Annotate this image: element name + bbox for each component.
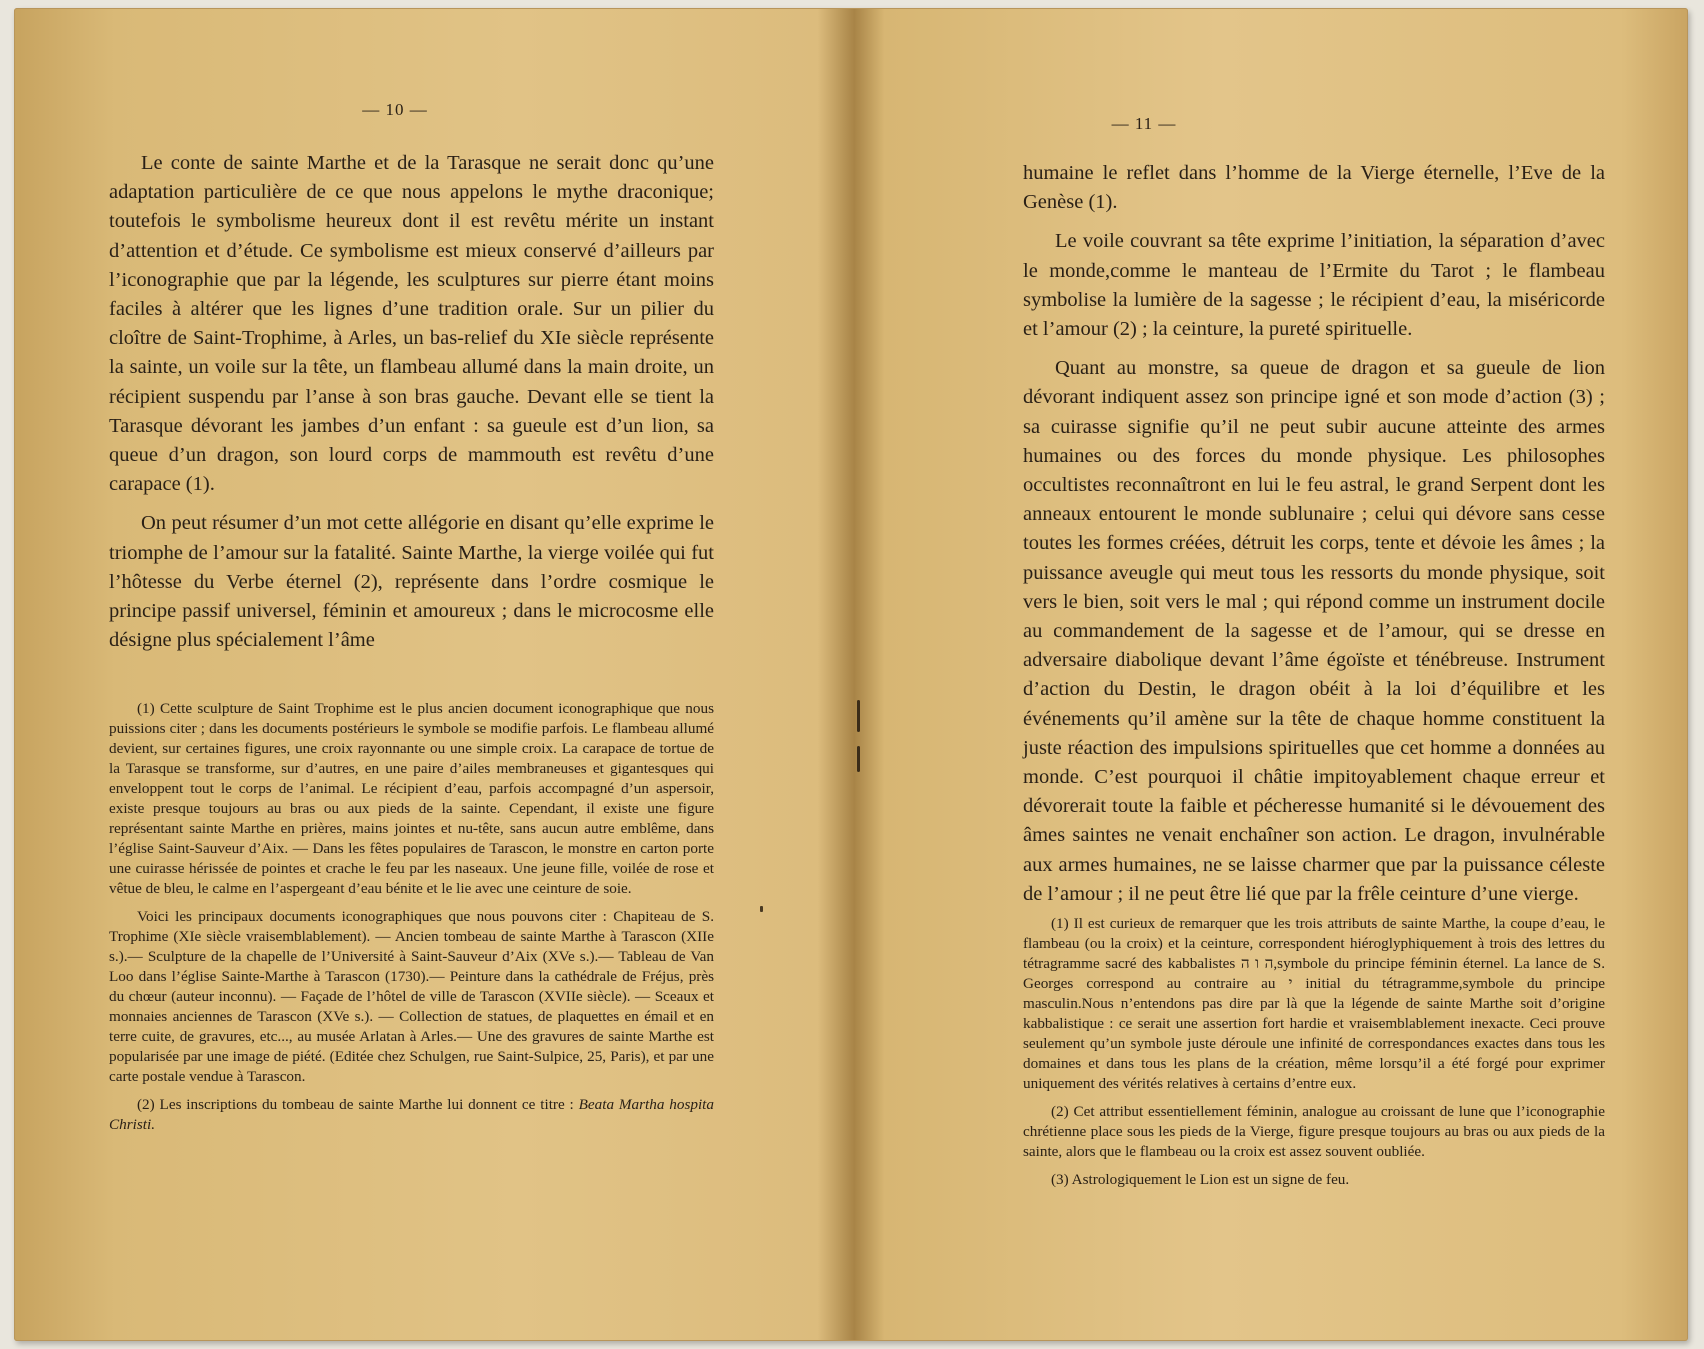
paper-speck (760, 906, 763, 912)
paragraph: Le voile couvrant sa tête exprime l’initiation, la séparation d’avec le monde,comme le manteau de l’Ermite du Tarot ; le flambeau symbolise la lumière de la sagesse ; le récipient d’eau, la miséricorde et l’amour (2) ; la ceinture, la pureté spirituelle. (1023, 230, 1605, 341)
right-page (840, 8, 1688, 1341)
paragraph: Le conte de sainte Marthe et de la Tarasque ne serait donc qu’une adaptation particulière de ce que nous appelons le mythe draconique; toutefois le symbolisme heureux dont il est revêtu mérite un instant d’attention et d’étude. Ce symbolisme est mieux conservé d’ailleurs par l’iconographie que par la légende, les sculptures sur pierre étant moins faciles à altérer que les lignes d’une tradition orale. Sur un pilier du cloître de Saint-Trophime, à Arles, un bas-relief du XIe siècle représente la sainte, un voile sur la tête, un flambeau allumé dans la main droite, un récipient suspendu par l’anse à son bras gauche. Devant elle se tient la Tarasque dévorant les jambes d’un enfant : sa gueule est d’un lion, sa queue d’un dragon, son lourd corps de mammouth est revêtu d’une carapace (1). (109, 152, 714, 496)
footnote: (1) Cette sculpture de Saint Trophime est le plus ancien document iconographique que nous puissions citer ; dans les documents postérieurs le symbole se modifie parfois. Le flambeau allumé devient, sur certaines figures, une croix rayonnante ou une simple croix. La carapace de tortue de la Tarasque se transforme, sur d’autres, en une paire d’ailes membraneuses et gigantesques qui enveloppent tout le corps de l’animal. Le récipient d’eau, parfois accompagné d’un aspersoir, existe presque toujours au bras ou aux pieds de la sainte. Cependant, il existe une figure représentant sainte Marthe en prières, mains jointes et nu-tête, sans aucun autre emblême, dans l’église Saint-Sauveur d’Aix. — Dans les fêtes populaires de Tarascon, le monstre en carton porte une cuirasse hérissée de pointes et crache le feu par les naseaux. Une jeune fille, voilée de rose et vêtue de bleu, le calme en l’aspergeant d’eau bénite et le lie avec une ceinture de soie. (109, 700, 714, 897)
page-number: — 11 — (1111, 114, 1177, 133)
footnote (109, 1095, 714, 1135)
footnotes (1023, 914, 1605, 1198)
footnote: (3) Astrologiquement le Lion est un signe de feu. (1051, 1171, 1350, 1188)
footnote: (2) Cet attribut essentiellement féminin, analogue au croissant de lune que l’iconographie chrétienne place sous les pieds de la Vierge, figure presque toujours au bras ou aux pieds de la sainte, alors que le flambeau ou la croix est assez souvent oubliée. (1023, 1103, 1605, 1160)
page-number: — 10 — (362, 100, 428, 119)
footnote-latin-title: Beata Martha hospita Christi. (109, 1096, 714, 1133)
main-text (1023, 159, 1605, 919)
book-spread (14, 8, 1688, 1341)
footnote: Voici les principaux documents iconographiques que nous pouvons citer : Chapiteau de S. Trophime (XIe siècle vraisemblablement). — Ancien tombeau de sainte Marthe à Tarascon (XIIe s.).— Sculpture de la chapelle de l’Université à Saint-Sauveur d’Aix (XVe s.).— Tableau de Van Loo dans l’église Sainte-Marthe à Tarascon (1730).— Peinture dans la cathédrale de Fréjus, près du chœur (auteur inconnu). — Façade de l’hôtel de ville de Tarascon (XVIIe siècle). — Sceaux et monnaies anciennes de Tarascon (XVe s.). — Collection de statues, de plaquettes en émail et en terre cuite, de gravures, etc..., au musée Arlatan à Arles.— Une des gravures de sainte Marthe est popularisée par une image de piété. (Editée chez Schulgen, rue Saint-Sulpice, 25, Paris), et par une carte postale vendue à Tarascon. (109, 908, 714, 1085)
left-page (14, 8, 836, 1341)
main-text (109, 149, 714, 665)
paragraph: humaine le reflet dans l’homme de la Vierge éternelle, l’Eve de la Genèse (1). (1023, 162, 1605, 214)
footnotes (109, 699, 714, 1143)
paragraph: Quant au monstre, sa queue de dragon et sa gueule de lion dévorant indiquent assez son principe igné et son mode d’action (3) ; sa cuirasse signifie qu’il ne peut subir aucune atteinte des armes humaines ou des forces du monde physique. Les philosophes occultistes reconnaîtront en lui le feu astral, le grand Serpent dont les anneaux entourent le monde sublunaire ; celui qui dévore sans cesse toutes les formes créées, détruit les corps, tente et dévoie les âmes ; la puissance aveugle qui meut tous les ressorts du monde physique, soit vers le bien, soit vers le mal ; qui répond comme un instrument docile au commandement de la sagesse et de l’amour, qui se dresse en adversaire diabolique devant l’âme égoïste et ténébreuse. Instrument d’action du Destin, le dragon obéit à la loi d’équilibre et les événements qu’il amène sur la tête de chaque homme constituent la juste réaction des impulsions spirituelles que cet homme a données au monde. C’est pourquoi il châtie impitoyablement chaque erreur et dévorerait toute la faible et pécheresse humanité si le dévouement des âmes saintes ne venait enchaîner son action. Le dragon, invulnérable aux armes humaines, ne se laisse charmer que par la puissance céleste de l’amour ; il ne peut être lié que par la frêle ceinture d’une vierge. (1023, 357, 1605, 905)
footnote-text: (2) Les inscriptions du tombeau de sainte Marthe lui donnent ce titre : (137, 1096, 579, 1113)
footnote: (1) Il est curieux de remarquer que les trois attributs de sainte Marthe, la coupe d’eau, le flambeau (ou la croix) et la ceinture, correspondent hiéroglyphiquement à trois des lettres du tétragramme sacré des kabbalistes ה ו ה,symbole du principe féminin éternel. La lance de S. Georges correspond au contraire au י initial du tétragramme,symbole du principe masculin.Nous n’entendons pas dire par là que la légende de sainte Marthe soit d’origine kabbalistique : ce serait une assertion fort hardie et vraisemblablement inexacte. Ceci prouve seulement qu’un symbole juste déroule une infinité de correspondances exactes dans tous les domaines et dans tous les plans de la création, même lorsqu’il a été forgé pour exprimer uniquement des vérités relatives à certains d’entre eux. (1023, 915, 1605, 1092)
paragraph: On peut résumer d’un mot cette allégorie en disant qu’elle exprime le triomphe de l’amour sur la fatalité. Sainte Marthe, la vierge voilée qui fut l’hôtesse du Verbe éternel (2), représente dans l’ordre cosmique le principe passif universel, féminin et amoureux ; dans le microcosme elle désigne plus spécialement l’âme (109, 512, 714, 652)
